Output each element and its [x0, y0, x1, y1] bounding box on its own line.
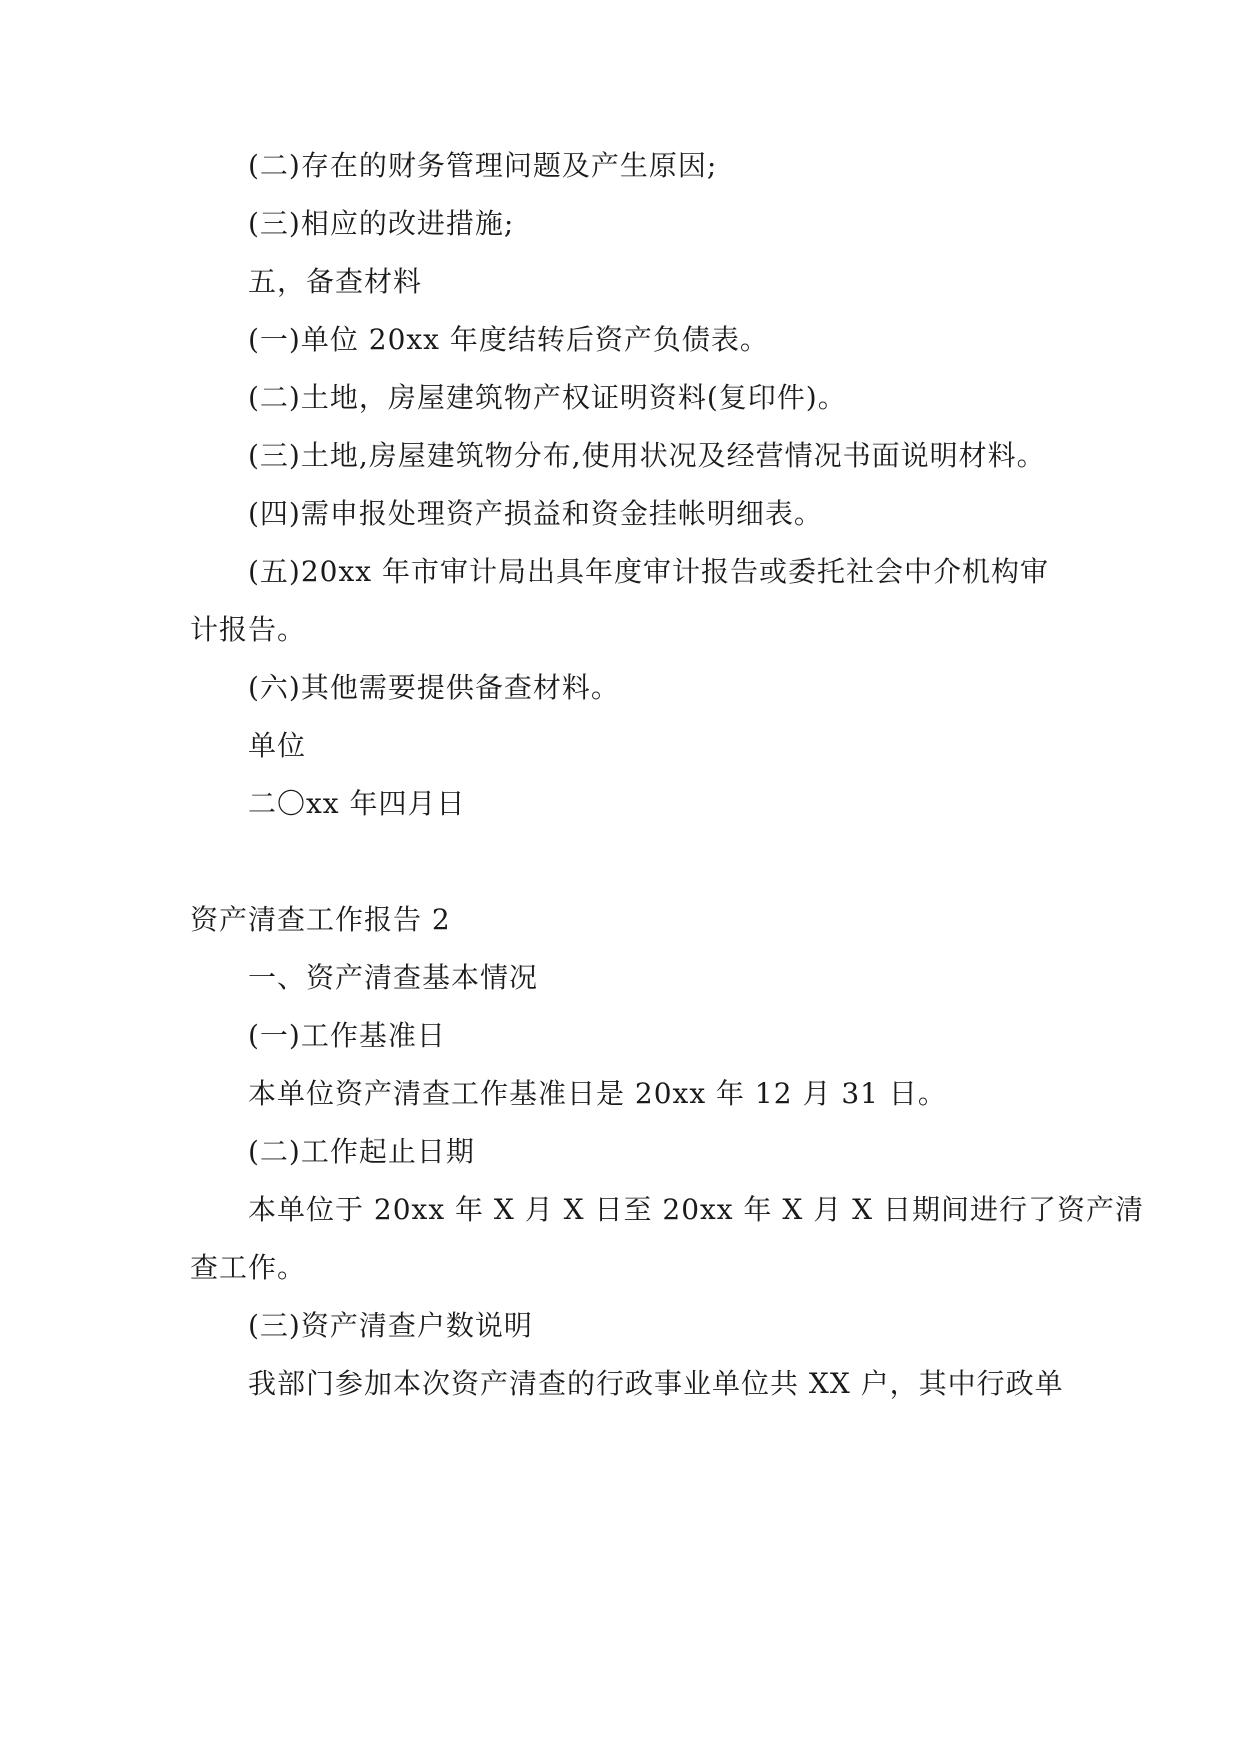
- paragraph-line: (一)单位 20xx 年度结转后资产负债表。: [248, 323, 769, 356]
- paragraph-line: (六)其他需要提供备查材料。: [248, 671, 620, 704]
- paragraph-line: 我部门参加本次资产清查的行政事业单位共 XX 户，其中行政单: [248, 1367, 1064, 1400]
- paragraph-line: (二)存在的财务管理问题及产生原因;: [248, 149, 718, 182]
- paragraph-line: (三)相应的改进措施;: [248, 207, 515, 240]
- paragraph-line: 本单位资产清查工作基准日是 20xx 年 12 月 31 日。: [248, 1077, 947, 1110]
- paragraph-line: 本单位于 20xx 年 X 月 X 日至 20xx 年 X 月 X 日期间进行了资产清: [248, 1193, 1144, 1226]
- subsection-heading: (一)工作基准日: [248, 1019, 446, 1052]
- paragraph-line: 计报告。: [190, 613, 307, 646]
- section-heading: 一、资产清查基本情况: [248, 961, 539, 994]
- paragraph-line: (二)土地，房屋建筑物产权证明资料(复印件)。: [248, 381, 847, 414]
- section-heading: 五，备查材料: [248, 265, 423, 298]
- paragraph-line: 查工作。: [190, 1251, 307, 1284]
- subsection-heading: (三)资产清查户数说明: [248, 1309, 533, 1342]
- signature-unit: 单位: [248, 729, 307, 762]
- paragraph-line: (四)需申报处理资产损益和资金挂帐明细表。: [248, 497, 823, 530]
- report-title: 资产清查工作报告 2: [190, 903, 451, 936]
- signature-date: 二〇xx 年四月日: [248, 787, 466, 820]
- subsection-heading: (二)工作起止日期: [248, 1135, 475, 1168]
- paragraph-line: (三)土地,房屋建筑物分布,使用状况及经营情况书面说明材料。: [248, 439, 1046, 472]
- paragraph-line: (五)20xx 年市审计局出具年度审计报告或委托社会中介机构审: [248, 555, 1049, 588]
